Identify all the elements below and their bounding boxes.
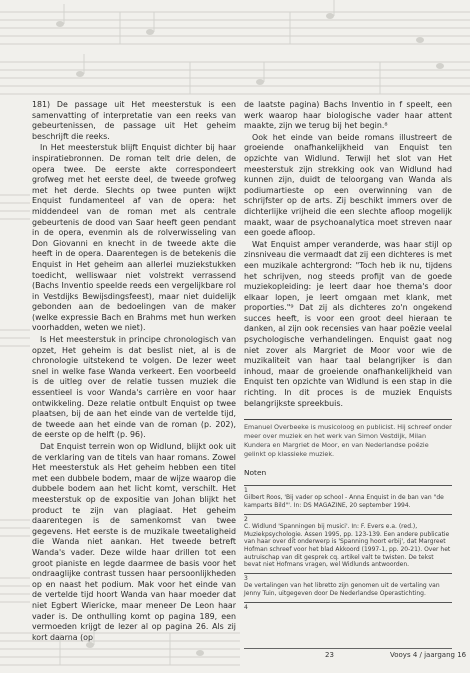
footnote-text: C. Widlund 'Spanningen bij musici'. In: F. Evers e.a. (red.), Muziekpsychologie. Assen 1995, pp. 123-139. Een andere publicatie van haar over dit onderwerp is 'Spanning hoort erbij', dat Margreet Hofman schreef voor het blad Akkoord (1997-1, pp. 20-21). Over het autruischap van dit gesprek cq. artikel valt te twisten. De tekst bevat niet Hofmans vragen, wel Widlunds antwoorden. — [244, 523, 451, 569]
staff-left-margin — [0, 195, 30, 602]
footnote — [244, 602, 452, 612]
left-text-column — [32, 100, 236, 643]
footnote-text: De vertalingen van het libretto zijn genomen uit de vertaling van Jenny Tuin, uitgegeven door De Nederlandse Operastichting. — [244, 582, 440, 597]
paragraph: Is Het meesterstuk in principe chronologisch van opzet, Het geheim is dat beslist niet, al is de chronologie uitstekend te volgen. De lezer weet snel in welke fase Wanda verkeert. Een voorbeeld is de uitleg over de relatie tussen muziek die essentieel is voor Wanda's carrière en voor haar ontwikkeling. Deze relatie ontbult Enquist op twee plaatsen, bij de aan het einde van de vertelde tijd, de tweede aan het einde van de roman (p. 202), de eerste op de helft (p. 96). — [32, 335, 236, 440]
staff-top — [0, 12, 470, 94]
footnote — [244, 514, 452, 569]
paragraph: 181) De passage uit Het meesterstuk is een samenvatting of interpretatie van een reeks van gebeurtenissen, de passage uit Het geheim beschrijft die reeks. — [32, 100, 236, 141]
footer-rule — [244, 648, 452, 649]
footnote-text: Gilbert Roos, 'Bij vader op school - Anna Enquist in de ban van "de kamparts Bild"'. In: DS MAGAZINE, 20 september 1994. — [244, 494, 444, 509]
issue-label: Vooys 4 / jaargang 16 — [390, 651, 467, 659]
author-note: Emanuel Overbeeke is musicoloog en publicist. Hij schreef onder meer over muziek en het werk van Simon Vestdijk, Milan Kundera en Margriet de Moor, en van Nederlandse poëzie gelinkt op klassieke muziek. — [244, 419, 452, 459]
footnote — [244, 573, 452, 598]
notes-heading: Noten — [244, 468, 267, 478]
paragraph: Dat Enquist terrein won op Widlund, blijkt ook uit de verklaring van de titels van haar romans. Zowel Het meesterstuk als Het geheim hebben een titel met een dubbele bodem, maar de wijze waarop die dubbele bodem aan het licht komt, verschilt. Het meesterstuk op de expositie van Johan blijkt het product te zijn van plagiaat. Het geheim daarentegen is de samenkomst van twee gegevens. Het eerste is de muzikale tweetaligheid die Wanda niet aankan. Het tweede betreft Wanda's vader. Deze wilde haar drillen tot een groot pianiste en legde daarmee de basis voor het ondraaglijke contrast tussen haar persoonlijkheden op en naast het podium. Mak voor het einde van de vertelde tijd hoort Wanda van haar moeder dat niet Egbert Wiericke, maar meneer De Leon haar vader is. De onthulling komt op pagina 189, een vermoeden krijgt de lezer al op pagina 26. Als zij kort daarna (op — [32, 442, 236, 642]
page-number: 23 — [325, 651, 334, 659]
footnote — [244, 485, 452, 510]
paragraph: Ook het einde van beide romans illustreert de groeiende onafhankelijkheid van Enquist ten opzichte van Widlund. Terwijl het slot van Het meesterstuk zijn strekking ook van Widlund had kunnen zijn, duidt de teloorgang van Wanda als podiumartieste op een overwinning van de schrijfster op de arts. Zij beschikt immers over de dichterlijke vrijheid die een slechte afloop mogelijk maakt, waar de psychoanalytica moet streven naar een goede afloop. — [244, 132, 452, 238]
right-text-column — [244, 100, 452, 611]
paragraph: Wat Enquist amper veranderde, was haar stijl op zinsniveau die vermaadt dat zij een dichteres is met een muzikale achtergrond: "Toch heb ik nu, tijdens het schrijven, nog steeds profijt van de goede muziekopleiding: je leert daar hoe thema's door elkaar lopen, je leert omgaan met klank, met proporties."⁹ Dat zij als dichteres zo'n ongekend succes heeft, is voor een groot deel hieraan te danken, al zijn ook recensies van haar poëzie veelal psychologische verhandelingen. Enquist gaat nog niet zover als Margriet de Moor voor wie de muzikaliteit van haar taal belangrijker is dan inhoud, maar de groeiende onafhankelijkheid van Enquist ten opzichte van Widlund is een stap in die richting. In dit proces is de muziek Enquists belangrijkste spreekbuis. — [244, 239, 452, 408]
footnote-number: 2 — [244, 514, 452, 524]
paragraph: In Het meesterstuk blijft Enquist dichter bij haar inspiratiebronnen. De roman telt drie delen, de opera twee. De eerste akte correspondeert grofweg met het eerste deel, de tweede grofweg met het derde. Slechts op twee punten wijkt Enquist fundamenteel af van de opera: het middendeel van de roman met als centrale gebeurtenis de dood van Saar heeft geen pendant in de opera, evenmin als de rolverwisseling van Don Giovanni en knecht in de tweede akte die heeft in de opera. Daarentegen is de betekenis die Enquist in Het geheim aan allerlei muziekstukken toedicht, welliswaar niet volstrekt verrassend (Bachs Inventio speelde reeds een vergelijkbare rol in Vestdijks Bewijsdingsfeest), maar niet duidelijk gebonden aan de bedoelingen van de maker (welke expressie Bach en Brahms met hun werken voorhadden, weten we niet). — [32, 143, 236, 333]
footnote-number: 4 — [244, 602, 452, 612]
footnote-number: 1 — [244, 485, 452, 495]
footnote-number: 3 — [244, 573, 452, 583]
paragraph: de laatste pagina) Bachs Inventio in f speelt, een werk waarop haar biologische vader haar attent maakte, zijn we terug bij het begin.⁸ — [244, 100, 452, 131]
